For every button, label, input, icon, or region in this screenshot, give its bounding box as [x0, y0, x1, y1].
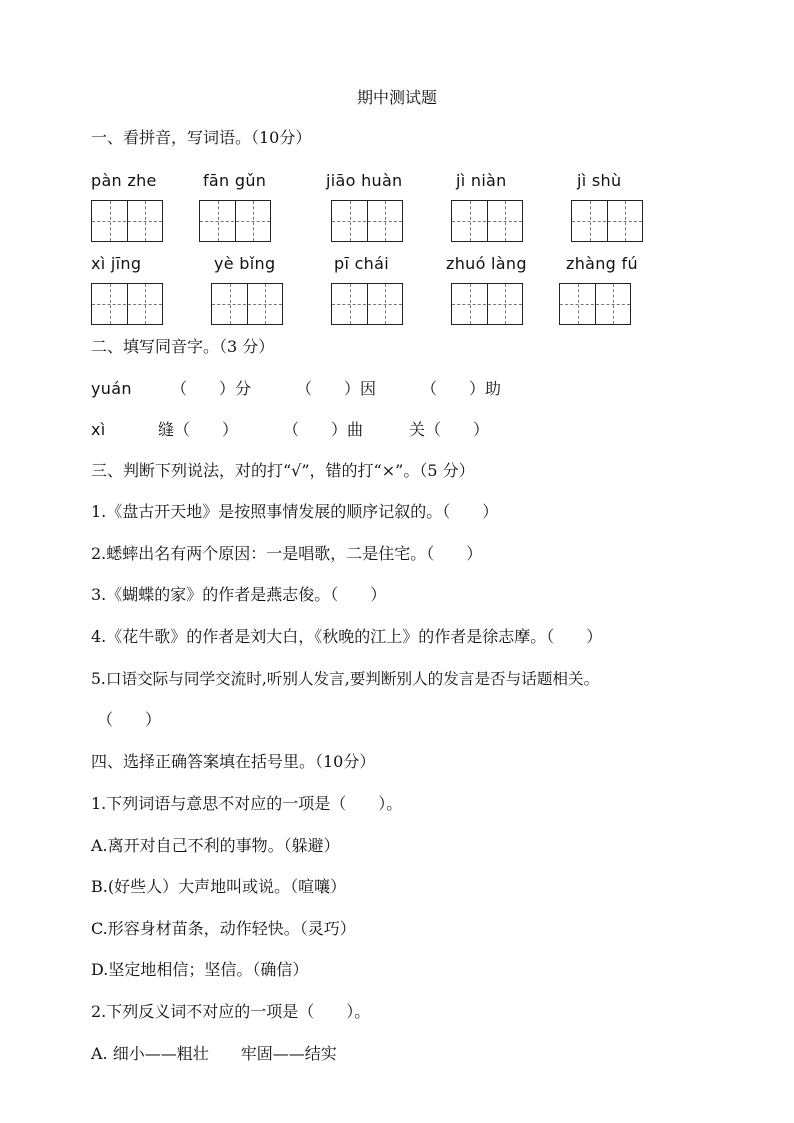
- homophone-blank[interactable]: 缝（ ）: [158, 420, 239, 439]
- writing-grid[interactable]: [331, 200, 403, 242]
- option-a: A.离开对自己不利的事物。（躲避）: [91, 836, 340, 855]
- homophone-blank[interactable]: （ ）助: [421, 379, 502, 398]
- pinyin-label: zhuó làng: [446, 254, 527, 273]
- writing-grid[interactable]: [199, 200, 271, 242]
- judgement-item: 5.口语交际与同学交流时,听别人发言,要判断别人的发言是否与话题相关。: [91, 670, 600, 688]
- option-c: C.形容身材苗条，动作轻快。（灵巧）: [91, 919, 356, 938]
- judgement-item: 1.《盘古开天地》是按照事情发展的顺序记叙的。（ ）: [91, 502, 499, 521]
- homophone-blank[interactable]: （ ）曲: [283, 420, 364, 439]
- writing-grid[interactable]: [559, 283, 631, 325]
- writing-grid[interactable]: [451, 200, 523, 242]
- section4-heading: 四、选择正确答案填在括号里。（10分）: [91, 752, 376, 771]
- writing-grid[interactable]: [451, 283, 523, 325]
- question-2: 2.下列反义词不对应的一项是（ ）。: [91, 1002, 371, 1021]
- writing-grid[interactable]: [91, 283, 163, 325]
- homophone-pinyin: yuán: [91, 379, 132, 398]
- writing-grid[interactable]: [91, 200, 163, 242]
- pinyin-label: pàn zhe: [91, 171, 157, 190]
- pinyin-label: jiāo huàn: [326, 171, 403, 190]
- writing-grid[interactable]: [571, 200, 643, 242]
- homophone-blank[interactable]: 关（ ）: [409, 420, 490, 439]
- homophone-pinyin: xì: [91, 420, 106, 439]
- pinyin-label: jì niàn: [456, 171, 507, 190]
- option-d: D.坚定地相信；坚信。（确信）: [91, 960, 309, 979]
- pinyin-label: yè bǐng: [214, 254, 276, 273]
- page-title: 期中测试题: [356, 88, 437, 107]
- judgement-item: 3.《蝴蝶的家》的作者是燕志俊。（ ）: [91, 585, 387, 604]
- section2-heading: 二、填写同音字。（3 分）: [91, 337, 275, 356]
- section3-heading: 三、判断下列说法，对的打“√”，错的打“×”。（5 分）: [91, 461, 475, 480]
- pinyin-label: fān gǔn: [203, 171, 267, 190]
- judgement-item: 2.蟋蟀出名有两个原因：一是唱歌，二是住宅。（ ）: [91, 544, 483, 563]
- option-b: B.(好些人）大声地叫或说。（喧嚷）: [91, 877, 347, 896]
- writing-grid[interactable]: [211, 283, 283, 325]
- pinyin-label: zhàng fú: [566, 254, 638, 273]
- writing-grid[interactable]: [331, 283, 403, 325]
- homophone-blank[interactable]: （ ）分: [171, 379, 252, 398]
- pinyin-label: xì jīng: [91, 254, 142, 273]
- option-a: A. 细小——粗壮 牢固——结实: [91, 1044, 337, 1063]
- judgement-answer-blank[interactable]: （ ）: [97, 710, 162, 729]
- section1-heading: 一、看拼音，写词语。（10分）: [91, 128, 312, 147]
- judgement-item: 4.《花牛歌》的作者是刘大白，《秋晚的江上》的作者是徐志摩。（ ）: [91, 627, 603, 646]
- pinyin-label: pī chái: [334, 254, 389, 273]
- homophone-blank[interactable]: （ ）因: [296, 379, 377, 398]
- question-1: 1.下列词语与意思不对应的一项是（ ）。: [91, 794, 403, 813]
- pinyin-label: jì shù: [577, 171, 622, 190]
